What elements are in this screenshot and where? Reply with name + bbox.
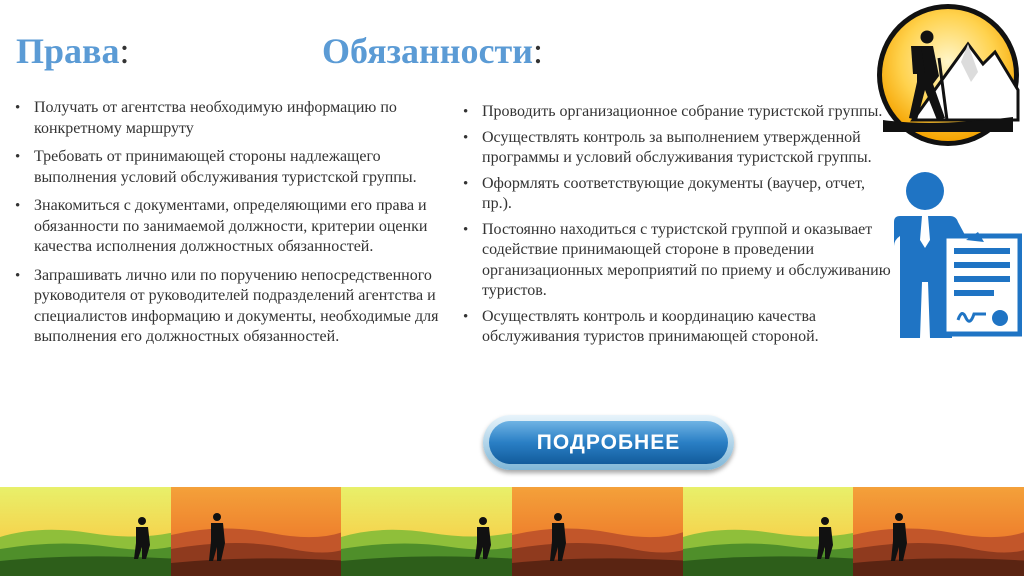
duties-item: • Постоянно находиться с туристской группой и оказывает содействие принимающей стороне в проведении организационных мероприятий по приему и обслуживанию туристов. (462, 220, 892, 302)
more-button-label: ПОДРОБНЕЕ (489, 421, 728, 464)
hiker-landscape-image (341, 487, 512, 576)
rights-heading (16, 30, 129, 72)
hiker-landscape-image (0, 487, 171, 576)
rights-heading-text: Права (16, 31, 120, 71)
hiker-landscape-image (683, 487, 854, 576)
duties-heading-text: Обязанности (322, 31, 533, 71)
rights-item: • Получать от агентства необходимую информацию по конкретному маршруту (14, 98, 439, 139)
duties-heading (322, 30, 543, 72)
duties-item: • Проводить организационное собрание туристской группы. (462, 102, 892, 123)
hiker-landscape-image (512, 487, 683, 576)
more-button[interactable] (483, 415, 734, 470)
rights-item: • Запрашивать лично или по поручению непосредственного руководителя от руководителей подразделений агентства и специалистов информацию и документы, необходимые для выполнения его должностных обязанностей. (14, 266, 439, 348)
duties-item: • Оформлять соответствующие документы (ваучер, отчет, пр.). (462, 174, 892, 215)
rights-heading-colon: : (119, 31, 130, 71)
duties-item: • Осуществлять контроль за выполнением утвержденной программы и условий обслуживания туристской группы. (462, 128, 892, 169)
footer-banner (0, 487, 1024, 576)
hiker-landscape-image (853, 487, 1024, 576)
hiker-mountain-icon (873, 2, 1023, 153)
duties-item: • Осуществлять контроль и координацию качества обслуживания туристов принимающей стороной. (462, 307, 892, 348)
duties-list (462, 102, 892, 353)
hiker-landscape-image (171, 487, 342, 576)
rights-list (14, 98, 439, 356)
businessman-document-icon (888, 170, 1022, 345)
rights-item: • Знакомиться с документами, определяющими его права и обязанности по занимаемой должности, критерии оценки качества исполнения должностных обязанностей. (14, 196, 439, 258)
rights-item: • Требовать от принимающей стороны надлежащего выполнения условий обслуживания туристской группы. (14, 147, 439, 188)
duties-heading-colon: : (532, 31, 543, 71)
